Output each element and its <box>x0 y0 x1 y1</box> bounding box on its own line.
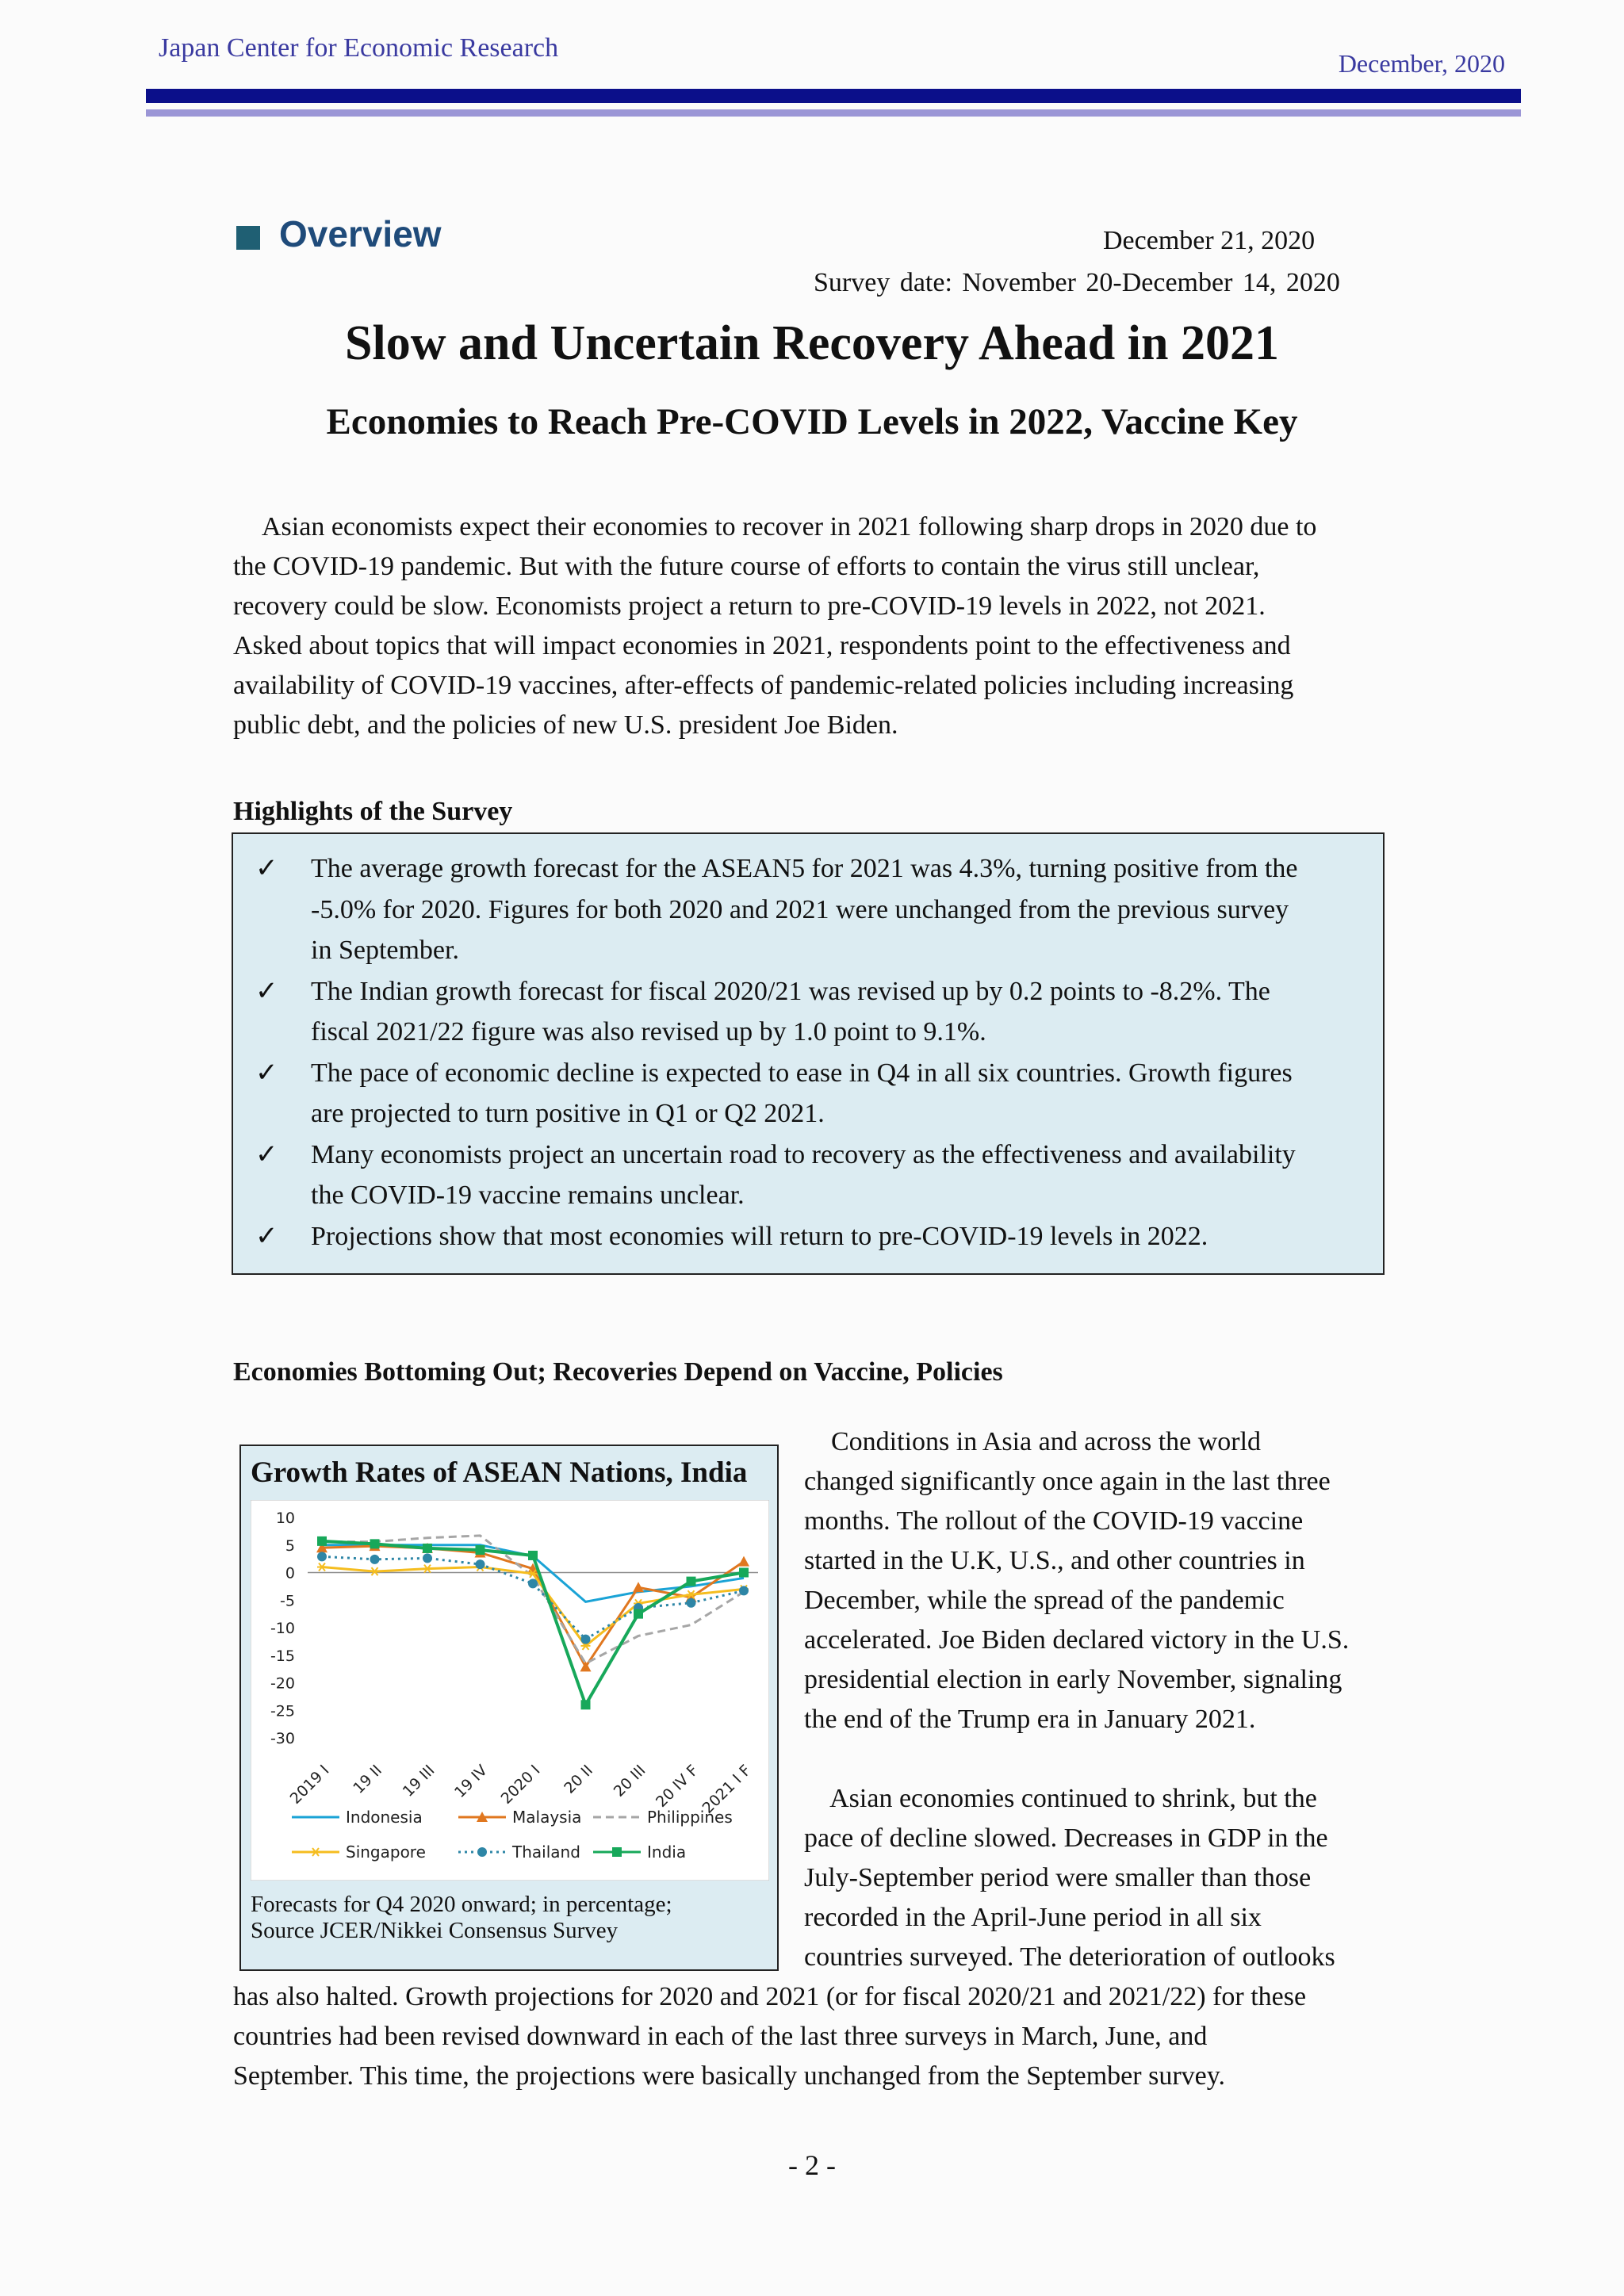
highlight-line: fiscal 2021/22 figure was also revised up by 1.0 point to 9.1%. <box>311 1017 986 1047</box>
data-point-circle <box>739 1586 749 1595</box>
section-heading: Economies Bottoming Out; Recoveries Depend on Vaccine, Policies <box>233 1357 1003 1387</box>
body-line: July-September period were smaller than those <box>804 1863 1312 1892</box>
highlights-heading: Highlights of the Survey <box>233 797 513 826</box>
square-bullet-icon <box>236 226 260 250</box>
data-point-square <box>687 1577 696 1586</box>
data-point-circle <box>581 1635 591 1644</box>
body-line: changed significantly once again in the last three <box>804 1467 1331 1496</box>
highlight-line: Projections show that most economies will return to pre-COVID-19 levels in 2022. <box>311 1221 1208 1251</box>
legend-label-philippines: Philippines <box>647 1808 733 1827</box>
y-tick-label: 10 <box>275 1510 295 1527</box>
body-line: accelerated. Joe Biden declared victory in the U.S. <box>804 1625 1350 1655</box>
data-point-square <box>370 1539 380 1548</box>
checkmark-icon: ✓ <box>255 1221 278 1251</box>
data-point-square <box>612 1847 622 1857</box>
data-point-circle <box>317 1552 327 1561</box>
x-tick-label: 19 II <box>350 1761 386 1797</box>
right-column-text <box>804 1422 1349 1977</box>
y-tick-label: -25 <box>270 1702 295 1720</box>
body-line: countries surveyed. The deterioration of outlooks <box>804 1942 1335 1972</box>
highlight-line: the COVID-19 vaccine remains unclear. <box>311 1181 745 1210</box>
y-tick-label: -20 <box>270 1674 295 1693</box>
highlights-box <box>232 832 1385 1275</box>
organization-name: Japan Center for Economic Research <box>159 33 559 63</box>
data-point-square <box>739 1568 749 1578</box>
highlight-line: in September. <box>311 936 459 965</box>
x-tick-label: 19 III <box>399 1761 439 1800</box>
body-line: the end of the Trump era in January 2021. <box>804 1705 1256 1734</box>
highlight-line: The average growth forecast for the ASEAN5 for 2021 was 4.3%, turning positive from the <box>311 854 1298 883</box>
intro-paragraph <box>233 507 1391 745</box>
body-line: has also halted. Growth projections for 2020 and 2021 (or for fiscal 2020/21 and 2021/22) for these <box>233 1982 1307 2011</box>
intro-line: public debt, and the policies of new U.S. president Joe Biden. <box>233 710 898 740</box>
checkmark-icon: ✓ <box>255 1139 278 1169</box>
legend-label-indonesia: Indonesia <box>346 1808 423 1827</box>
header-rule-dark <box>146 89 1521 103</box>
highlight-line: are projected to turn positive in Q1 or Q2 2021. <box>311 1099 825 1128</box>
blank-line <box>804 1739 1349 1779</box>
data-point-circle <box>423 1553 432 1563</box>
highlight-line: The pace of economic decline is expected to ease in Q4 in all six countries. Growth figures <box>311 1058 1293 1088</box>
highlight-item <box>233 971 1383 1053</box>
intro-line: recovery could be slow. Economists project a return to pre-COVID-19 levels in 2022, not 2021. <box>233 591 1266 621</box>
checkmark-icon: ✓ <box>255 976 278 1006</box>
chart-note-line: Forecasts for Q4 2020 onward; in percentage; <box>251 1892 672 1917</box>
bottom-paragraph <box>233 1977 1306 2096</box>
data-point-circle <box>476 1559 485 1569</box>
data-point-square <box>423 1544 432 1553</box>
y-tick-label: -30 <box>270 1730 295 1747</box>
data-point-circle <box>370 1555 380 1564</box>
body-line: months. The rollout of the COVID-19 vaccine <box>804 1506 1304 1536</box>
data-point-square <box>634 1609 643 1619</box>
highlight-item <box>233 1135 1383 1216</box>
legend-label-singapore: Singapore <box>346 1843 426 1862</box>
header-rule-light <box>146 109 1521 117</box>
x-tick-label: 2021 I F <box>699 1761 755 1817</box>
overview-label: Overview <box>279 213 442 254</box>
x-tick-label: 20 IV F <box>652 1761 703 1812</box>
chart-note <box>251 1892 672 1944</box>
body-line: pace of decline slowed. Decreases in GDP in the <box>804 1823 1328 1853</box>
intro-line: Asian economists expect their economies to recover in 2021 following sharp drops in 2020 due to <box>262 512 1317 541</box>
growth-rate-chart <box>251 1500 769 1881</box>
y-tick-label: 0 <box>285 1564 295 1582</box>
highlight-item <box>233 1053 1383 1135</box>
chart-title: Growth Rates of ASEAN Nations, India <box>251 1456 748 1489</box>
highlight-line: Many economists project an uncertain road to recovery as the effectiveness and availability <box>311 1139 1296 1169</box>
intro-line: availability of COVID-19 vaccines, after-effects of pandemic-related policies including increasing <box>233 671 1294 700</box>
data-point-circle <box>528 1578 538 1588</box>
body-line: recorded in the April-June period in all six <box>804 1903 1262 1932</box>
data-point-circle <box>687 1598 696 1608</box>
legend-label-thailand: Thailand <box>512 1843 580 1862</box>
body-line: presidential election in early November, signaling <box>804 1665 1342 1694</box>
header-date: December, 2020 <box>1338 49 1505 78</box>
x-tick-label: 2020 I <box>497 1761 544 1808</box>
highlight-line: The Indian growth forecast for fiscal 2020/21 was revised up by 0.2 points to -8.2%. The <box>311 976 1270 1006</box>
report-date: December 21, 2020 <box>1103 226 1316 255</box>
checkmark-icon: ✓ <box>255 854 278 883</box>
chart-box <box>239 1445 779 1971</box>
data-point-square <box>317 1536 327 1546</box>
legend-label-malaysia: Malaysia <box>512 1808 582 1827</box>
legend-label-india: India <box>647 1843 687 1862</box>
body-line: Asian economies continued to shrink, but the <box>804 1784 1317 1813</box>
y-tick-label: -10 <box>270 1620 295 1637</box>
y-tick-label: -15 <box>270 1647 295 1665</box>
data-point-square <box>476 1545 485 1555</box>
highlight-item <box>233 1216 1383 1257</box>
x-tick-label: 20 III <box>610 1761 649 1800</box>
data-point-square <box>528 1551 538 1560</box>
x-tick-label: 20 II <box>561 1761 597 1797</box>
page-subtitle: Economies to Reach Pre-COVID Levels in 2022, Vaccine Key <box>326 401 1298 442</box>
data-point-square <box>581 1700 591 1709</box>
body-line: September. This time, the projections were basically unchanged from the September survey. <box>233 2061 1226 2091</box>
highlight-line: -5.0% for 2020. Figures for both 2020 and 2021 were unchanged from the previous survey <box>311 894 1289 924</box>
body-line: Conditions in Asia and across the world <box>804 1427 1262 1456</box>
body-line: December, while the spread of the pandemic <box>804 1586 1285 1615</box>
chart-note-line: Source JCER/Nikkei Consensus Survey <box>251 1918 619 1943</box>
x-tick-label: 2019 I <box>286 1761 333 1808</box>
highlight-item <box>233 848 1383 971</box>
intro-line: the COVID-19 pandemic. But with the future course of efforts to contain the virus still unclear, <box>233 552 1260 581</box>
y-tick-label: 5 <box>285 1536 295 1555</box>
survey-date: Survey date: November 20-December 14, 2020 <box>814 268 1340 297</box>
intro-line: Asked about topics that will impact economies in 2021, respondents point to the effectiveness and <box>233 631 1291 660</box>
checkmark-icon: ✓ <box>255 1058 278 1088</box>
y-tick-label: -5 <box>280 1592 295 1610</box>
page-title: Slow and Uncertain Recovery Ahead in 2021 <box>345 316 1279 370</box>
page-number: - 2 - <box>788 2149 836 2181</box>
data-point-circle <box>477 1847 487 1857</box>
body-line: started in the U.K, U.S., and other countries in <box>804 1546 1305 1575</box>
body-line: countries had been revised downward in each of the last three surveys in March, June, and <box>233 2022 1208 2051</box>
x-tick-label: 19 IV <box>450 1761 492 1802</box>
